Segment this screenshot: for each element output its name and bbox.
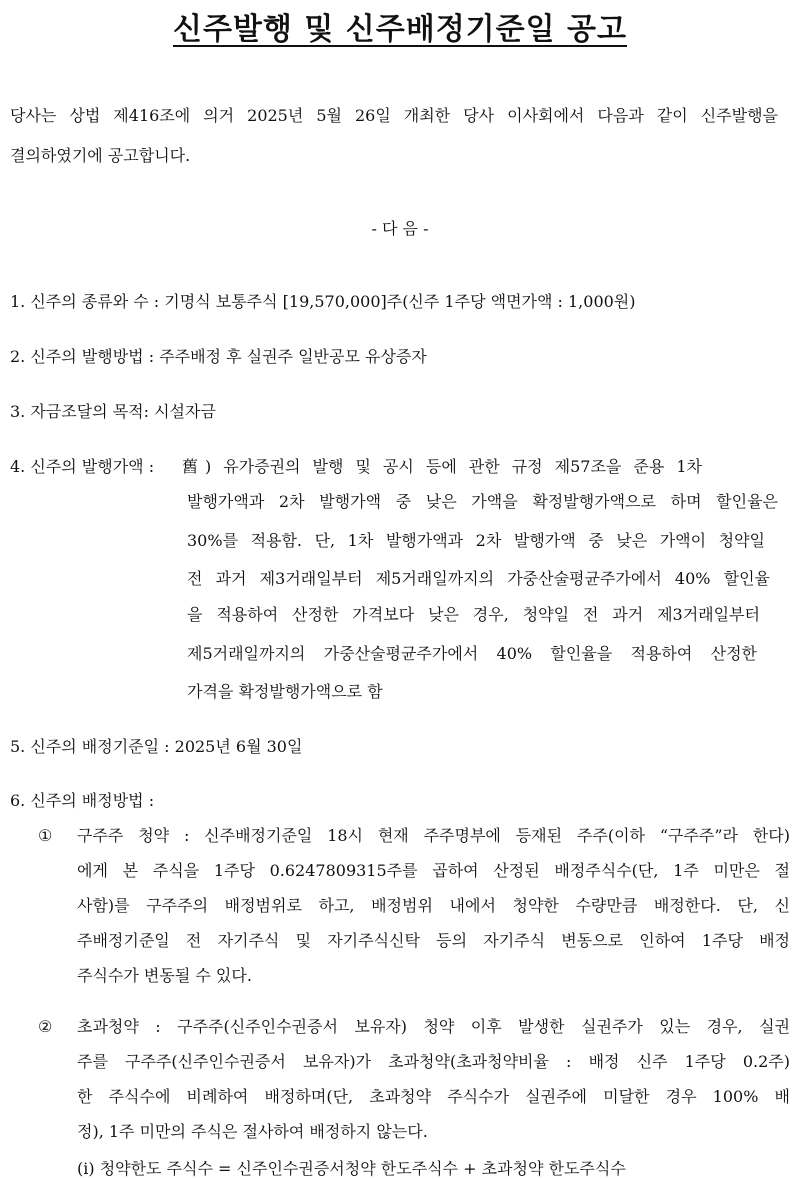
sub-item-1-marker: ① [38, 826, 53, 845]
item-4-line: 舊) 유가증권의 발행 및 공시 등에 관한 규정 제57조을 준용 1차 [182, 457, 702, 476]
item-2-issue-method: 2. 신주의 발행방법 : 주주배정 후 실권주 일반공모 유상증자 [10, 347, 427, 366]
intro-line-2: 결의하였기에 공고합니다. [10, 146, 191, 165]
item-4-line: 전 과거 제3거래일부터 제5거래일까지의 가중산술평균주가에서 40% 할인율 [187, 569, 770, 588]
sub-item-1-line: 에게 본 주식을 1주당 0.6247809315주를 곱하여 산정된 배정주식수(단, 1주 미만은 절 [77, 861, 790, 880]
item-4-line: 발행가액과 2차 발행가액 중 낮은 가액을 확정발행가액으로 하며 할인율은 [187, 492, 778, 511]
sub-item-2-line: 주를 구주주(신주인수권증서 보유자)가 초과청약(초과청약비율 : 배정 신주 1주당 0.2주) [77, 1052, 790, 1071]
item-4-line: 을 적용하여 산정한 가격보다 낮은 경우, 청약일 전 과거 제3거래일부터 [187, 605, 760, 624]
sub-item-1-line: 주식수가 변동될 수 있다. [77, 966, 252, 985]
intro-line-1: 당사는 상법 제416조에 의거 2025년 5월 26일 개최한 당사 이사회에서 다음과 같이 신주발행을 [10, 106, 778, 125]
item-4-line: 가격을 확정발행가액으로 함 [187, 682, 383, 701]
sub-item-2-line: 초과청약 : 구주주(신주인수권증서 보유자) 청약 이후 발생한 실권주가 있는 경우, 실권 [77, 1017, 790, 1036]
item-1-share-type: 1. 신주의 종류와 수 : 기명식 보통주식 [19,570,000]주(신주 1주당 액면가액 : 1,000원) [10, 292, 636, 311]
sub-item-1-line: 구주주 청약 : 신주배정기준일 18시 현재 주주명부에 등재된 주주(이하 “구주주”라 한다) [77, 826, 790, 845]
item-4-line: 30%를 적용함. 단, 1차 발행가액과 2차 발행가액 중 낮은 가액이 청약일 [187, 531, 765, 550]
item-5-record-date: 5. 신주의 배정기준일 : 2025년 6월 30일 [10, 737, 303, 756]
sub-item-2-line: 정), 1주 미만의 주식은 절사하여 배정하지 않는다. [77, 1122, 428, 1141]
sub-item-2-line: 한 주식수에 비례하여 배정하며(단, 초과청약 주식수가 실권주에 미달한 경우 100% 배 [77, 1087, 790, 1106]
item-4-label: 4. 신주의 발행가액 : [10, 457, 155, 476]
item-6-label: 6. 신주의 배정방법 : [10, 791, 155, 810]
sub-item-1-line: 주배정기준일 전 자기주식 및 자기주식신탁 등의 자기주식 변동으로 인하여 1주당 배정 [77, 931, 790, 950]
item-3-purpose: 3. 자금조달의 목적: 시설자금 [10, 402, 216, 421]
sub-item-2-marker: ② [38, 1017, 53, 1036]
sub-item-1-line: 사함)를 구주주의 배정범위로 하고, 배정범위 내에서 청약한 수량만큼 배정한다. 단, 신 [77, 896, 790, 915]
document-title: 신주발행 및 신주배정기준일 공고 [172, 12, 628, 47]
item-4-line: 제5거래일까지의 가중산술평균주가에서 40% 할인율을 적용하여 산정한 [187, 644, 757, 663]
divider-heading: - 다 음 - [371, 219, 429, 238]
formula-line: (i) 청약한도 주식수 = 신주인수권증서청약 한도주식수 + 초과청약 한도주식수 [77, 1159, 626, 1178]
